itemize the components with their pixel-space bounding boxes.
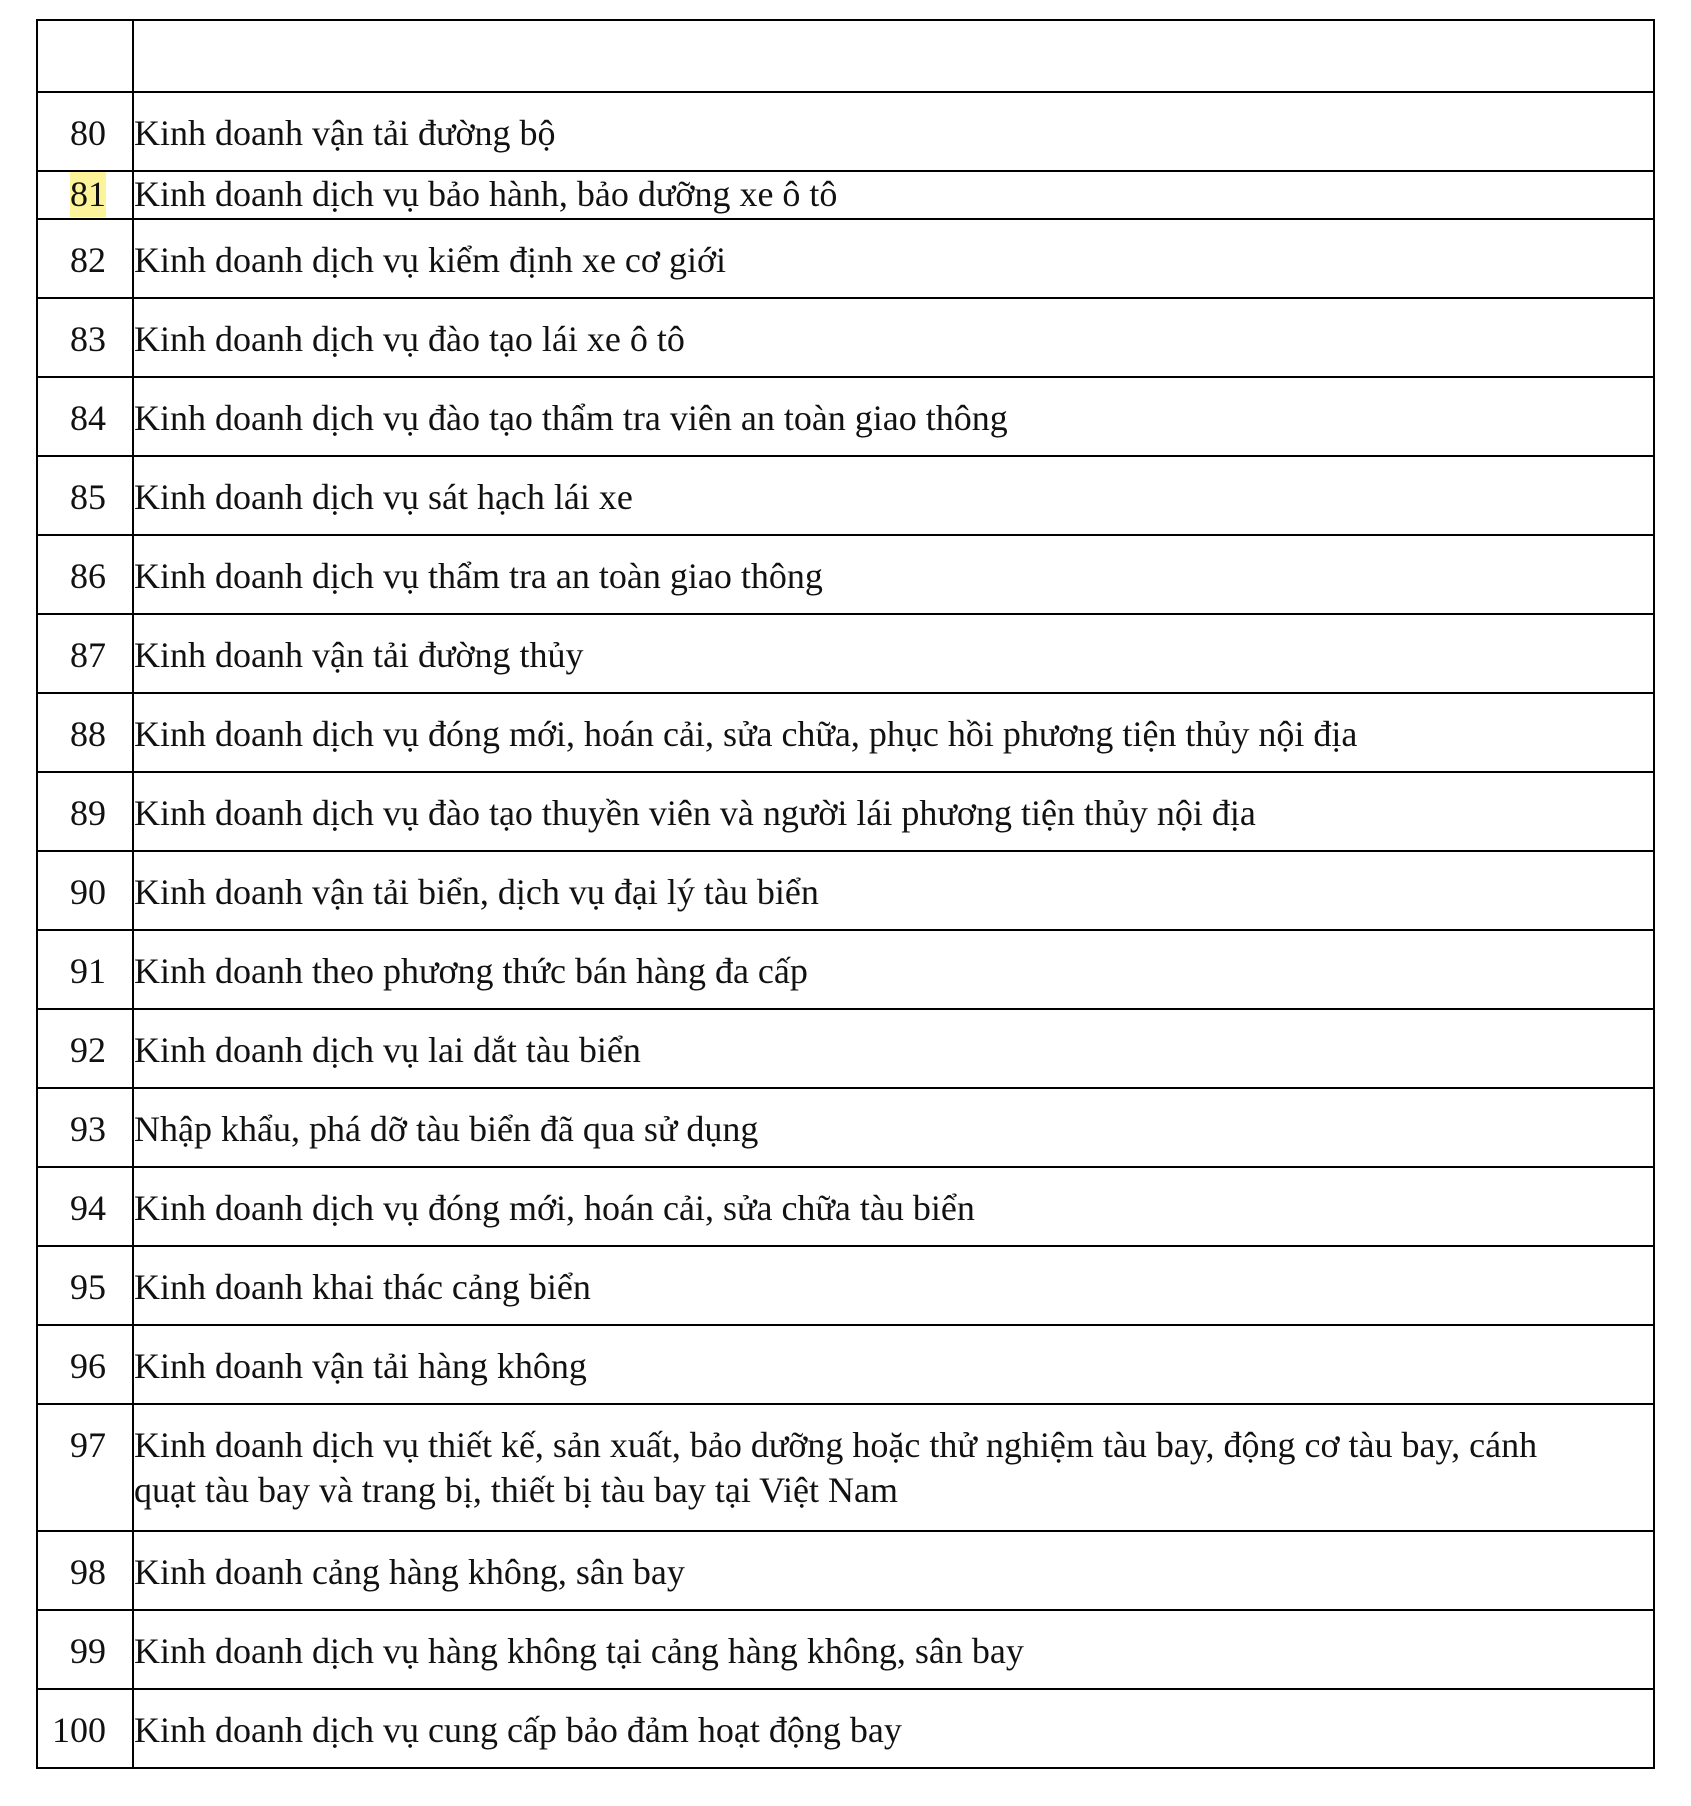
row-text [133, 1404, 1654, 1531]
row-text: Kinh doanh vận tải đường thủy [133, 614, 1654, 693]
row-number: 82 [37, 219, 133, 298]
row-number: 86 [37, 535, 133, 614]
header-cell-text [133, 20, 1654, 92]
row-number: 93 [37, 1088, 133, 1167]
row-text: Kinh doanh dịch vụ bảo hành, bảo dưỡng xe ô tô [133, 171, 1654, 219]
table-row [37, 456, 1654, 535]
table-row [37, 1610, 1654, 1689]
table-row [37, 171, 1654, 219]
row-number: 97 [37, 1404, 133, 1531]
row-number: 87 [37, 614, 133, 693]
row-number: 98 [37, 1531, 133, 1610]
row-text: Kinh doanh dịch vụ đào tạo thuyền viên và người lái phương tiện thủy nội địa [133, 772, 1654, 851]
row-number: 88 [37, 693, 133, 772]
table-row [37, 1088, 1654, 1167]
table-row [37, 930, 1654, 1009]
row-text: Kinh doanh cảng hàng không, sân bay [133, 1531, 1654, 1610]
row-text: Kinh doanh dịch vụ cung cấp bảo đảm hoạt động bay [133, 1689, 1654, 1768]
table-row [37, 535, 1654, 614]
row-text-line-2: quạt tàu bay và trang bị, thiết bị tàu bay tại Việt Nam [134, 1470, 898, 1510]
row-text: Kinh doanh dịch vụ đào tạo lái xe ô tô [133, 298, 1654, 377]
row-text: Kinh doanh vận tải hàng không [133, 1325, 1654, 1404]
row-text-line-1: Kinh doanh dịch vụ thiết kế, sản xuất, bảo dưỡng hoặc thử nghiệm tàu bay, động cơ tàu bay, cánh [134, 1425, 1538, 1465]
row-number: 85 [37, 456, 133, 535]
row-number: 90 [37, 851, 133, 930]
row-text: Kinh doanh theo phương thức bán hàng đa cấp [133, 930, 1654, 1009]
row-number: 84 [37, 377, 133, 456]
row-text: Kinh doanh dịch vụ lai dắt tàu biển [133, 1009, 1654, 1088]
table-row [37, 298, 1654, 377]
business-lines-table [36, 19, 1655, 1769]
row-number [37, 171, 133, 219]
table-row [37, 1009, 1654, 1088]
row-text: Kinh doanh dịch vụ đóng mới, hoán cải, sửa chữa, phục hồi phương tiện thủy nội địa [133, 693, 1654, 772]
table-row [37, 772, 1654, 851]
row-number: 99 [37, 1610, 133, 1689]
row-text: Kinh doanh dịch vụ đào tạo thẩm tra viên an toàn giao thông [133, 377, 1654, 456]
table-row [37, 1689, 1654, 1768]
table-row [37, 693, 1654, 772]
highlighted-number: 81 [70, 172, 106, 217]
row-text: Kinh doanh khai thác cảng biển [133, 1246, 1654, 1325]
header-cell-num [37, 20, 133, 92]
table-row [37, 1404, 1654, 1531]
row-number: 91 [37, 930, 133, 1009]
table-row [37, 1246, 1654, 1325]
table-row [37, 377, 1654, 456]
row-text: Kinh doanh vận tải biển, dịch vụ đại lý tàu biển [133, 851, 1654, 930]
table-row [37, 219, 1654, 298]
row-number: 92 [37, 1009, 133, 1088]
row-number: 94 [37, 1167, 133, 1246]
table-row [37, 1167, 1654, 1246]
row-text: Kinh doanh dịch vụ thẩm tra an toàn giao thông [133, 535, 1654, 614]
row-text: Kinh doanh dịch vụ hàng không tại cảng hàng không, sân bay [133, 1610, 1654, 1689]
table-row [37, 851, 1654, 930]
row-text: Kinh doanh vận tải đường bộ [133, 92, 1654, 171]
table-row [37, 614, 1654, 693]
row-number: 100 [37, 1689, 133, 1768]
row-number: 89 [37, 772, 133, 851]
row-text: Kinh doanh dịch vụ đóng mới, hoán cải, sửa chữa tàu biển [133, 1167, 1654, 1246]
row-text: Kinh doanh dịch vụ sát hạch lái xe [133, 456, 1654, 535]
row-number: 83 [37, 298, 133, 377]
row-number: 96 [37, 1325, 133, 1404]
row-number: 95 [37, 1246, 133, 1325]
row-text: Kinh doanh dịch vụ kiểm định xe cơ giới [133, 219, 1654, 298]
row-number: 80 [37, 92, 133, 171]
row-text: Nhập khẩu, phá dỡ tàu biển đã qua sử dụng [133, 1088, 1654, 1167]
table-row [37, 1325, 1654, 1404]
table-row [37, 92, 1654, 171]
table-row [37, 1531, 1654, 1610]
table-header-row [37, 20, 1654, 92]
